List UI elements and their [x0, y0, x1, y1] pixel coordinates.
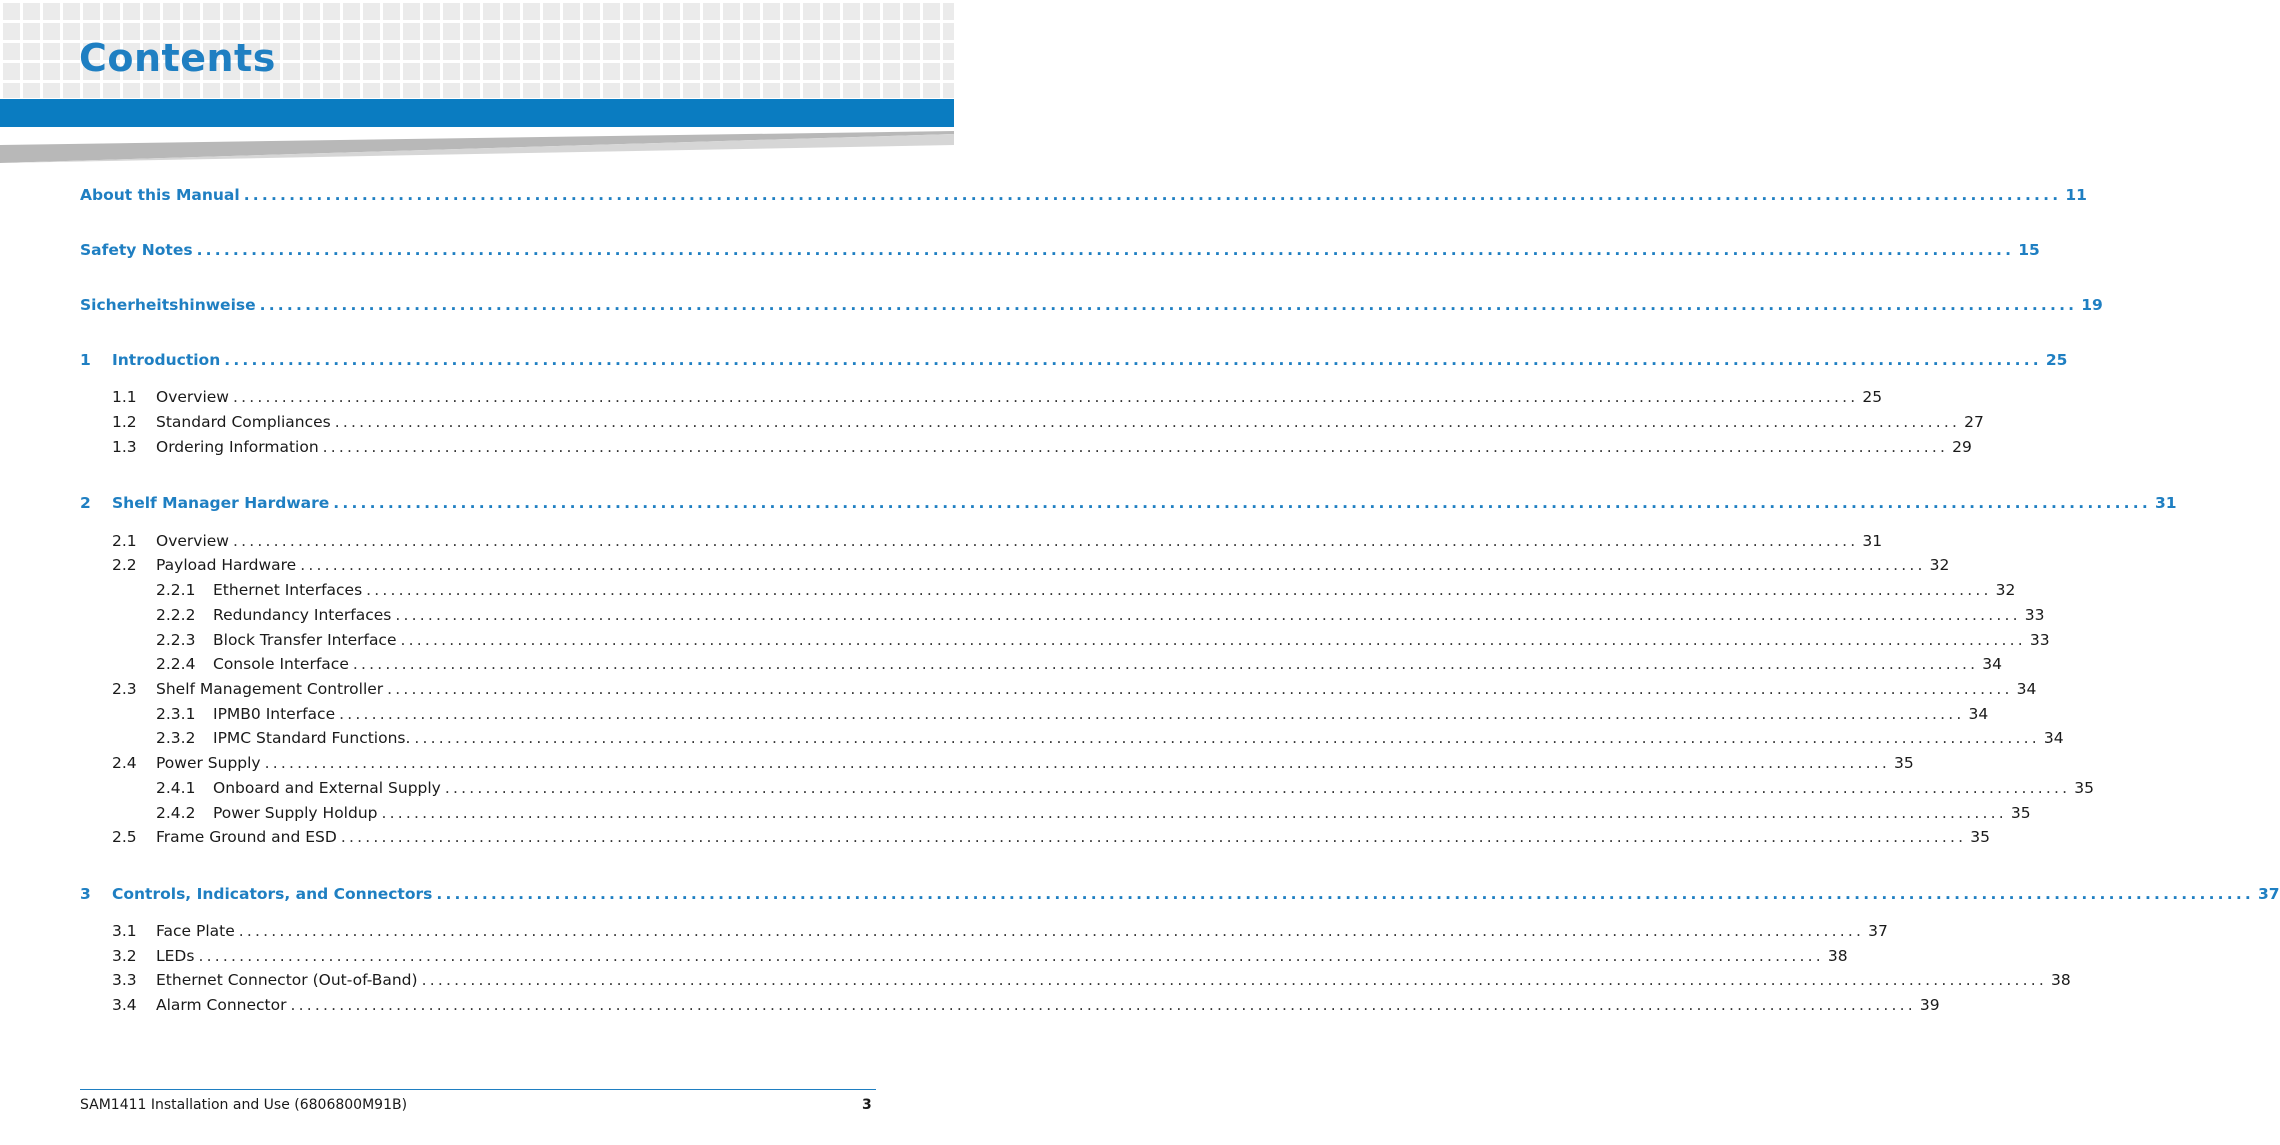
toc-entry-title: Shelf Management Controller [156, 680, 384, 698]
toc-entry[interactable] [156, 728, 2064, 748]
toc-dot-leader: ........................................................................................................................................................................................................ [339, 705, 1965, 723]
toc-entry-title: Overview [156, 532, 229, 550]
toc-dot-leader: ........................................................................................................................................................................................................ [264, 754, 1891, 772]
toc-dot-leader: ........................................................................................................................................................................................................ [259, 296, 2078, 314]
toc-dot-leader: ........................................................................................................................................................................................................ [387, 680, 2013, 698]
toc-entry-number: 2.5 [112, 828, 137, 846]
toc-entry-number: 2.2.2 [156, 606, 196, 624]
toc-dot-leader: ........................................................................................................................................................................................................ [395, 606, 2021, 624]
toc-entry-number: 2.4.1 [156, 779, 196, 797]
toc-entry[interactable] [80, 350, 2068, 370]
toc-entry-page: 38 [1827, 947, 1848, 965]
toc-entry-title: Power Supply [156, 754, 261, 772]
toc-dot-leader: ........................................................................................................................................................................................................ [198, 947, 1824, 965]
toc-entry[interactable] [156, 803, 2031, 823]
toc-entry[interactable] [80, 295, 2103, 315]
toc-entry-page: 35 [2010, 804, 2031, 822]
toc-entry[interactable] [112, 531, 1883, 551]
footer-page-number: 3 [862, 1097, 872, 1113]
toc-entry-page: 34 [1982, 655, 2002, 673]
toc-entry[interactable] [112, 970, 2071, 990]
toc-entry-title: IPMC Standard Functions. [213, 729, 411, 747]
toc-entry-page: 27 [1964, 413, 1984, 431]
toc-entry[interactable] [80, 884, 2280, 904]
toc-entry[interactable] [80, 185, 2087, 205]
toc-entry-page: 37 [1868, 922, 1888, 940]
page-title: Contents [79, 36, 276, 80]
toc-entry-number: 3.3 [112, 971, 137, 989]
toc-entry-page: 39 [1919, 996, 1940, 1014]
footer-divider [80, 1089, 876, 1090]
toc-dot-leader: ........................................................................................................................................................................................................ [414, 729, 2040, 747]
toc-entry-number: 1.3 [112, 438, 137, 456]
toc-entry-number: 3.4 [112, 996, 137, 1014]
toc-entry-title: Onboard and External Supply [213, 779, 441, 797]
toc-entry-title: Frame Ground and ESD [156, 828, 337, 846]
toc-dot-leader: ........................................................................................................................................................................................................ [238, 922, 1865, 940]
toc-entry[interactable] [112, 412, 1984, 432]
toc-dot-leader: ........................................................................................................................................................................................................ [224, 351, 2042, 369]
footer-document-title: SAM1411 Installation and Use (6806800M91B) [80, 1097, 408, 1113]
toc-entry-title: Ethernet Interfaces [213, 581, 363, 599]
toc-entry-page: 31 [2154, 494, 2177, 512]
toc-entry-number: 1.1 [112, 388, 137, 406]
toc-dot-leader: ........................................................................................................................................................................................................ [232, 532, 1859, 550]
header-bar [0, 99, 954, 127]
toc-entry-page: 19 [2081, 296, 2103, 314]
toc-entry-title: Standard Compliances [156, 413, 331, 431]
toc-entry[interactable] [156, 704, 1989, 724]
toc-dot-leader: ........................................................................................................................................................................................................ [352, 655, 1979, 673]
toc-dot-leader: ........................................................................................................................................................................................................ [334, 413, 1961, 431]
toc-entry-number: 2.2.3 [156, 631, 196, 649]
toc-entry-number: 2.2.1 [156, 581, 196, 599]
toc-entry-page: 35 [2074, 779, 2094, 797]
toc-dot-leader: ........................................................................................................................................................................................................ [436, 885, 2255, 903]
toc-entry[interactable] [156, 654, 2002, 674]
toc-entry-page: 33 [2024, 606, 2045, 624]
toc-entry-title: Overview [156, 388, 229, 406]
toc-entry-page: 35 [1894, 754, 1914, 772]
toc-entry[interactable] [156, 778, 2094, 798]
toc-entry[interactable] [156, 580, 2016, 600]
toc-entry[interactable] [112, 437, 1972, 457]
toc-entry-page: 29 [1952, 438, 1972, 456]
toc-entry-page: 33 [2029, 631, 2050, 649]
toc-entry-title: About this Manual [80, 186, 240, 204]
toc-entry-title: Face Plate [156, 922, 235, 940]
toc-entry-number: 2.3.2 [156, 729, 196, 747]
toc-dot-leader: ........................................................................................................................................................................................................ [290, 996, 1916, 1014]
toc-entry-title: Shelf Manager Hardware [112, 494, 330, 512]
toc-entry-number: 3.2 [112, 947, 137, 965]
toc-dot-leader: ........................................................................................................................................................................................................ [196, 241, 2015, 259]
toc-entry-page: 32 [1995, 581, 2016, 599]
toc-entry[interactable] [112, 946, 1848, 966]
toc-entry-page: 34 [1968, 705, 1989, 723]
toc-entry-page: 32 [1929, 556, 1950, 574]
toc-entry-title: Power Supply Holdup [213, 804, 378, 822]
toc-entry[interactable] [156, 630, 2050, 650]
toc-entry-title: Controls, Indicators, and Connectors [112, 885, 433, 903]
toc-entry-title: Console Interface [213, 655, 349, 673]
toc-entry-number: 2 [80, 494, 91, 512]
toc-entry-title: Block Transfer Interface [213, 631, 397, 649]
toc-entry[interactable] [112, 555, 1950, 575]
toc-entry-page: 34 [2043, 729, 2064, 747]
toc-entry-title: IPMB0 Interface [213, 705, 336, 723]
toc-entry[interactable] [112, 387, 1883, 407]
toc-dot-leader: ........................................................................................................................................................................................................ [300, 556, 1926, 574]
toc-entry-title: Alarm Connector [156, 996, 287, 1014]
toc-entry-title: Introduction [112, 351, 221, 369]
toc-dot-leader: ........................................................................................................................................................................................................ [243, 186, 2062, 204]
toc-entry-page: 25 [1862, 388, 1883, 406]
toc-entry[interactable] [112, 827, 1990, 847]
toc-entry-number: 3.1 [112, 922, 137, 940]
toc-entry-number: 2.4.2 [156, 804, 196, 822]
toc-entry-title: LEDs [156, 947, 195, 965]
header-swoosh [0, 131, 954, 163]
toc-entry-title: Safety Notes [80, 241, 193, 259]
toc-entry-page: 34 [2016, 680, 2037, 698]
toc-dot-leader: ........................................................................................................................................................................................................ [444, 779, 2071, 797]
toc-dot-leader: ........................................................................................................................................................................................................ [366, 581, 1992, 599]
toc-entry[interactable] [112, 679, 2037, 699]
toc-entry[interactable] [112, 995, 1940, 1015]
toc-entry[interactable] [112, 753, 1914, 773]
toc-entry-number: 2.3.1 [156, 705, 196, 723]
toc-dot-leader: ........................................................................................................................................................................................................ [322, 438, 1949, 456]
toc-entry-number: 2.2.4 [156, 655, 196, 673]
toc-entry-page: 35 [1970, 828, 1990, 846]
toc-entry-number: 2.4 [112, 754, 137, 772]
toc-entry-title: Ethernet Connector (Out-of-Band) [156, 971, 418, 989]
toc-entry[interactable] [80, 240, 2040, 260]
toc-dot-leader: ........................................................................................................................................................................................................ [333, 494, 2151, 512]
toc-dot-leader: ........................................................................................................................................................................................................ [232, 388, 1859, 406]
toc-entry-number: 3 [80, 885, 91, 903]
toc-dot-leader: ........................................................................................................................................................................................................ [340, 828, 1967, 846]
toc-entry-page: 38 [2050, 971, 2071, 989]
toc-entry-page: 11 [2065, 186, 2087, 204]
toc-dot-leader: ........................................................................................................................................................................................................ [381, 804, 2007, 822]
toc-entry-number: 1 [80, 351, 91, 369]
toc-entry-number: 2.3 [112, 680, 137, 698]
toc-entry-title: Ordering Information [156, 438, 319, 456]
toc-entry-number: 1.2 [112, 413, 137, 431]
toc-dot-leader: ........................................................................................................................................................................................................ [421, 971, 2047, 989]
toc-entry-title: Payload Hardware [156, 556, 297, 574]
toc-entry[interactable] [80, 493, 2177, 513]
toc-entry-title: Sicherheitshinweise [80, 296, 256, 314]
toc-entry-page: 25 [2045, 351, 2068, 369]
toc-entry-page: 37 [2258, 885, 2280, 903]
toc-entry-title: Redundancy Interfaces [213, 606, 392, 624]
toc-dot-leader: ........................................................................................................................................................................................................ [400, 631, 2026, 649]
toc-entry-number: 2.1 [112, 532, 137, 550]
toc-entry-page: 15 [2018, 241, 2040, 259]
toc-entry-page: 31 [1862, 532, 1883, 550]
toc-entry-number: 2.2 [112, 556, 137, 574]
toc-entry[interactable] [112, 921, 1888, 941]
toc-entry[interactable] [156, 605, 2045, 625]
